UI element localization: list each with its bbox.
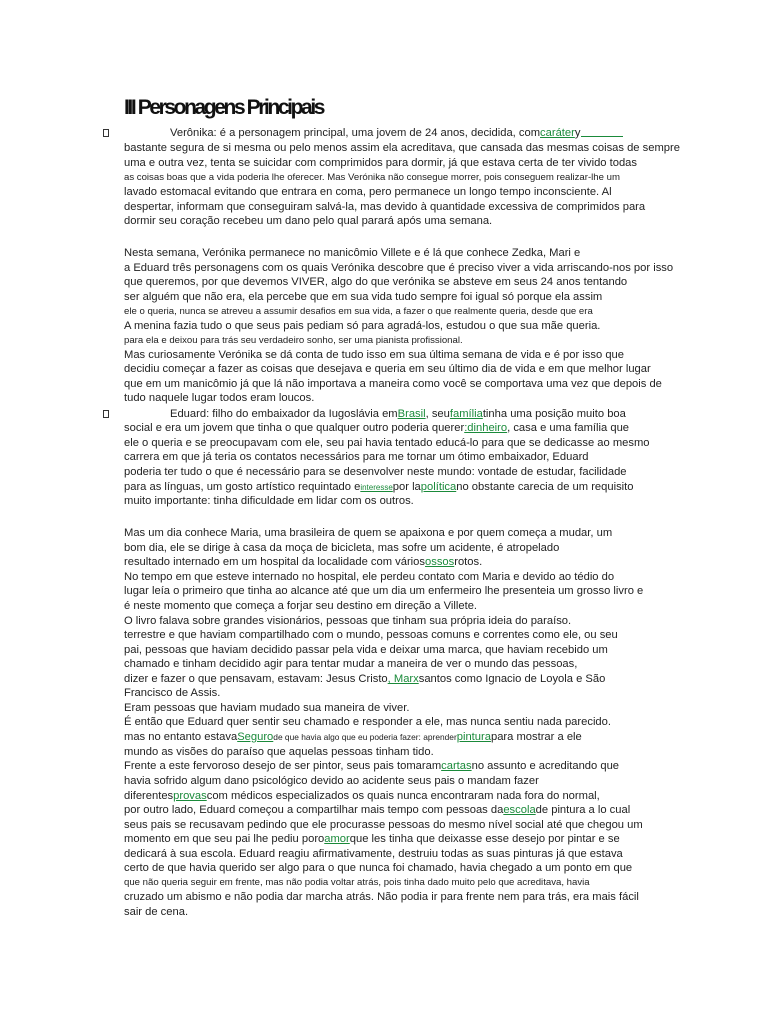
link-escola[interactable]: escola: [503, 804, 536, 816]
text-line: dormir seu coração recebeu um dano pelo qual parará após uma semana.: [124, 215, 493, 227]
text-line: Nesta semana, Verónika permanece no manicômio Villete e é lá que conhece Zedka, Mari e: [124, 247, 581, 259]
text-line: dedicará à sua escola. Eduard reagiu afirmativamente, destruiu todas as suas pinturas já que estava: [124, 848, 623, 860]
link-seguro[interactable]: Seguro: [237, 731, 274, 743]
text-run: , seu: [425, 408, 450, 420]
text-line: que não queria seguir em frente, mas não podia voltar atrás, pois tinha dado muito pelo que acreditava, havia: [124, 877, 590, 888]
text-line: bom dia, ele se dirige à casa da moça de bicicleta, mas sofre um acidente, é atropelado: [124, 542, 560, 554]
text-line: pai, pessoas que haviam decidido passar pela vida e deixar uma marca, que haviam recebido um: [124, 644, 608, 656]
text-line: Francisco de Assis.: [124, 687, 221, 699]
text-line: O livro falava sobre grandes visionários, pessoas que tinham sua própria ideia do paraíso.: [124, 615, 572, 627]
text-line: havia sofrido algum dano psicológico devido ao acidente seus pais o mandam fazer: [124, 775, 539, 787]
text-run: que les tinha que deixasse esse desejo por pintar e se: [349, 833, 620, 845]
text-line: [124, 672, 605, 686]
text-run: de que havia algo que eu poderia fazer: aprender: [273, 732, 457, 742]
text-run: Frente a este fervoroso desejo de ser pintor, seus pais tomaram: [124, 760, 442, 772]
text-run: por la: [392, 481, 421, 493]
link-provas[interactable]: provas: [173, 790, 207, 802]
text-run: para as línguas, um gosto artístico requintado e: [124, 481, 361, 493]
link-cartas[interactable]: cartas: [441, 760, 472, 772]
text-run: resultado internado em um hospital da localidade com vários: [124, 556, 425, 568]
link-dinheiro[interactable]: :dinheiro: [464, 422, 508, 434]
text-run: diferentes: [124, 790, 174, 802]
bullet-box-icon: [103, 129, 109, 137]
text-line: decidiu começar a fazer as coisas que desejava e queria em seu último dia de vida e em que melhor lugar: [124, 363, 651, 375]
text-line: que em um manicômio já que lá não importava a maneira como você se comportava uma vez que depois de: [124, 378, 662, 390]
bullet-box-icon: [103, 410, 109, 418]
link-underline: [581, 136, 623, 137]
text-line: [124, 126, 580, 140]
text-run: Eduard: filho do embaixador da Iugoslávia em: [170, 408, 398, 420]
text-line: A menina fazia tudo o que seus pais pediam só para agradá-los, estudou o que sua mãe queria.: [124, 320, 601, 332]
text-line: [124, 803, 630, 817]
text-line: [124, 789, 600, 803]
text-line: ser alguém que não era, ela percebe que em sua vida tudo sempre foi igual só porque ela assim: [124, 291, 603, 303]
text-run: mas no entanto estava: [124, 731, 238, 743]
text-line: certo de que havia querido ser algo para o que nunca foi chamado, havia chegado a um ponto em que: [124, 862, 633, 874]
text-line: [124, 480, 634, 495]
text-run: , casa e uma família que: [507, 422, 630, 434]
text-line: bastante segura de si mesma ou pelo menos assim ela acreditava, que cansada das mesmas coisas de sempre: [124, 142, 680, 154]
text-line: despertar, informam que conseguiram salvá-la, mas devido à quantidade excessiva de comprimidos para: [124, 201, 646, 213]
text-line: terrestre e que haviam compartilhado com o mundo, pessoas comuns e correntes como ele, ou seu: [124, 629, 618, 641]
text-run: santos como Ignacio de Loyola e São: [418, 673, 606, 685]
text-line: poderia ter tudo o que é necessário para se desenvolver neste mundo: vontade de estudar, facilidade: [124, 466, 627, 478]
text-line: [124, 421, 629, 435]
link-ossos[interactable]: ossos: [425, 556, 455, 568]
text-line: uma e outra vez, tenta se suicidar com comprimidos para dormir, já que estava certa de ter vivido todas: [124, 157, 638, 169]
text-run: Verônika: é a personagem principal, uma jovem de 24 anos, decidida, com: [170, 127, 541, 139]
text-line: Eram pessoas que haviam mudado sua maneira de viver.: [124, 702, 410, 714]
text-run: momento em que seu pai lhe pediu poro: [124, 833, 325, 845]
link-brasil[interactable]: Brasil: [397, 408, 426, 420]
text-line: [124, 759, 619, 773]
link-carater[interactable]: caráter: [540, 127, 575, 139]
text-line: No tempo em que esteve internado no hospital, ele perdeu contato com Maria e devido ao tédio do: [124, 571, 615, 583]
text-line: cruzado um abismo e não podia dar marcha atrás. Não podia ir para frente nem para trás, era mais fácil: [124, 891, 639, 903]
text-run: com médicos especializados os quais nunca encontraram nada fora do normal,: [206, 790, 600, 802]
link-marx[interactable]: , Marx: [387, 673, 419, 685]
text-run: rotos.: [454, 556, 483, 568]
text-line: Mas curiosamente Verónika se dá conta de tudo isso em sua última semana de vida e é por isso que: [124, 349, 624, 361]
text-line: muito importante: tinha dificuldade em lidar com os outros.: [124, 495, 414, 507]
text-run: para mostrar a ele: [490, 731, 582, 743]
text-line: Mas um dia conhece Maria, uma brasileira de quem se apaixona e por quem começa a mudar, um: [124, 527, 613, 539]
text-run: dizer e fazer o que pensavam, estavam: Jesus Cristo: [124, 673, 388, 685]
text-run: no assunto e acreditando que: [471, 760, 620, 772]
text-line: para ela e deixou para trás seu verdadeiro sonho, ser uma pianista profissional.: [124, 335, 463, 346]
text-line: as coisas boas que a vida poderia lhe oferecer. Mas Verónika não consegue morrer, pois conseguem realizar-lhe um: [124, 172, 620, 183]
link-interesse[interactable]: interesse: [360, 483, 393, 492]
text-line: tudo naquele lugar todos eram loucos.: [124, 392, 315, 404]
text-run: social e era um jovem que tinha o que qualquer outro poderia querer: [124, 422, 465, 434]
text-line: a Eduard três personagens com os quais Verónika descobre que é preciso viver a vida arriscando-nos por isso: [124, 262, 674, 274]
text-line: [124, 730, 582, 744]
section-title: III Personagens Principais: [124, 96, 324, 119]
text-run: de pintura a lo cual: [535, 804, 631, 816]
text-line: [124, 407, 626, 421]
text-line: mundo as visões do paraíso que aquelas pessoas tinham tido.: [124, 746, 434, 758]
text-line: sair de cena.: [124, 906, 189, 918]
text-line: carrera em que já teria os contatos necessários para me tornar um ótimo embaixador, Eduard: [124, 451, 589, 463]
link-familia[interactable]: família: [449, 408, 483, 420]
text-line: [124, 555, 482, 569]
text-line: ele o queria e se preocupavam com ele, seu pai havia tentado educá-lo para que se dedicasse ao mesmo: [124, 437, 650, 449]
text-line: chamado e tinham decidido agir para tentar mudar a maneira de ver o mundo das pessoas,: [124, 658, 578, 670]
link-politica[interactable]: política: [420, 481, 457, 493]
text-run: tinha uma posição muito boa: [482, 408, 626, 420]
text-run: y: [574, 127, 581, 139]
text-line: seus pais se recusavam pedindo que ele procurasse pessoas do mesmo nível social até que chegou um: [124, 819, 643, 831]
link-amor[interactable]: amor: [324, 833, 350, 845]
text-line: [124, 832, 620, 846]
text-line: que queremos, por que devemos VIVER, algo do que verónika se absteve em seus 24 anos tentando: [124, 276, 628, 288]
text-run: no obstante carecia de um requisito: [456, 481, 634, 493]
text-line: É então que Eduard quer sentir seu chamado e responder a ele, mas nunca sentiu nada parecido.: [124, 716, 611, 728]
text-run: por outro lado, Eduard começou a compartilhar mais tempo com pessoas da: [124, 804, 504, 816]
text-line: ele o queria, nunca se atreveu a assumir desafios em sua vida, a fazer o que realmente queria, desde que era: [124, 306, 593, 317]
text-line: é neste momento que começa a forjar seu destino em direção a Villete.: [124, 600, 478, 612]
text-line: lavado estomacal evitando que entrara en coma, pero permanece un longo tempo inconsciente. Al: [124, 186, 612, 198]
link-pintura[interactable]: pintura: [456, 731, 491, 743]
text-line: lugar leía o primeiro que tinha ao alcance até que um dia um enfermeiro lhe presenteia um grosso livro e: [124, 585, 644, 597]
